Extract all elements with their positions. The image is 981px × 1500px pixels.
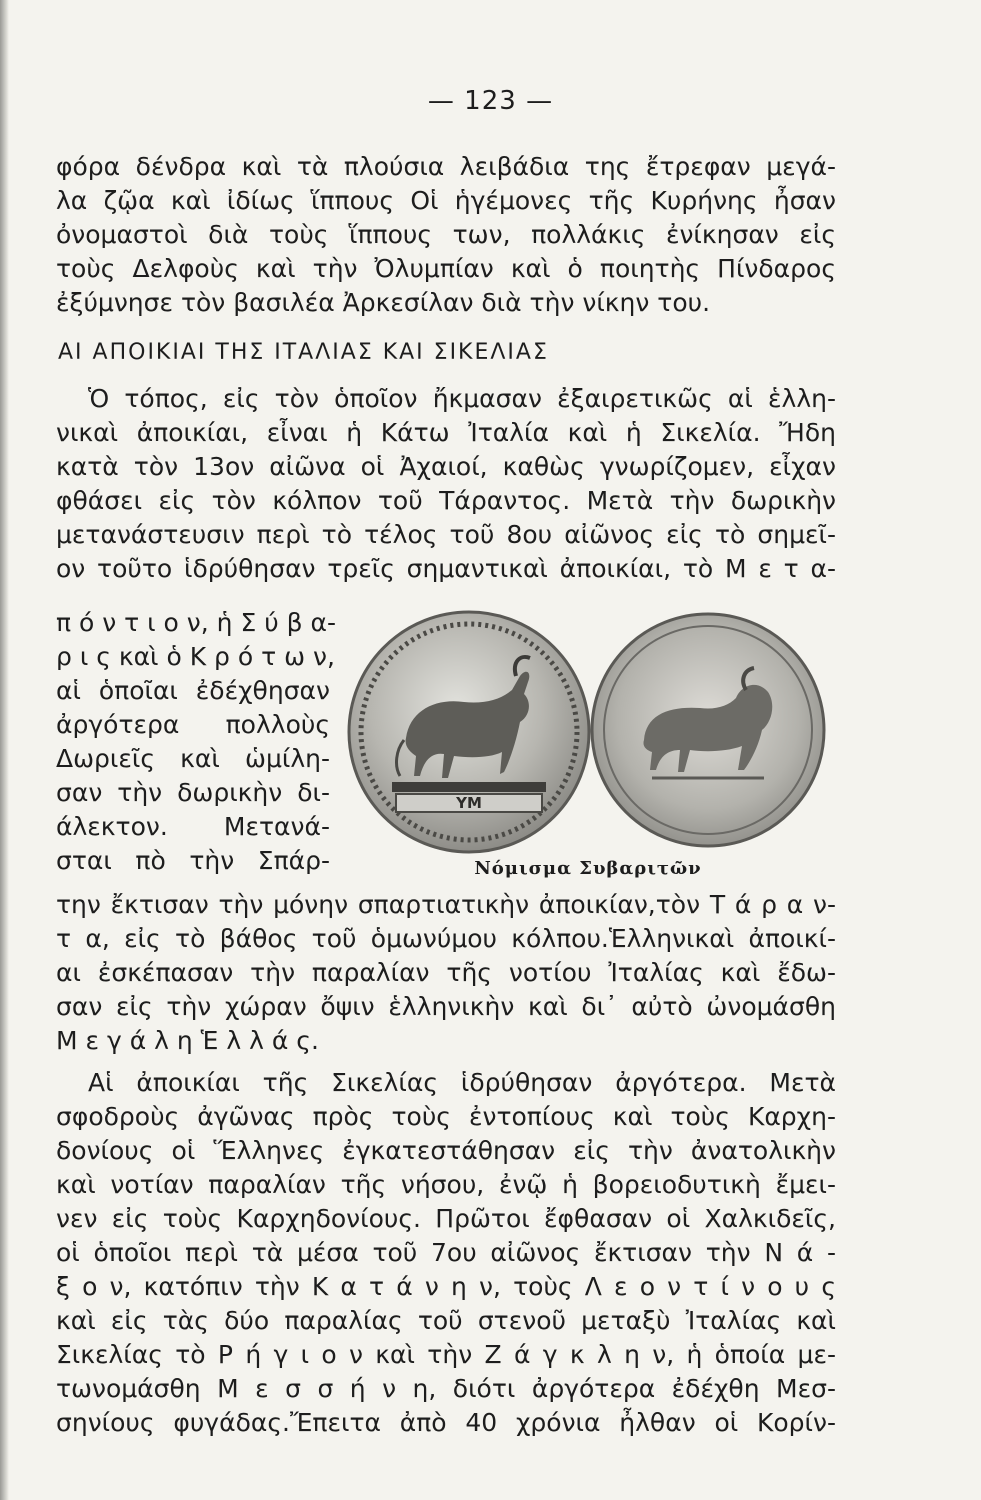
text-line: δονίους οἱ Ἕλληνες ἐγκατεστάθησαν εἰς τὴν ἀνατολικὴν	[56, 1136, 836, 1165]
text-line: καὶ νοτίαν παραλίαν τῆς νήσου, ἐνῷ ἡ βορειοδυτικὴ ἔμει-	[56, 1170, 836, 1199]
text-line: αι ἐσκέπασαν τὴν παραλίαν τῆς νοτίου Ἰταλίας καὶ ἔδω-	[56, 958, 836, 987]
text-line: Σικελίας τὸ Ρ ή γ ι ο ν καὶ τὴν Ζ ά γ κ λ η ν, ἡ ὁποία με-	[56, 1340, 836, 1369]
figure-caption: Νόμισμα Συβαριτῶν	[474, 858, 702, 879]
text-line: φθάσει εἰς τὸν κόλπον τοῦ Τάραντος. Μετὰ τὴν δωρικὴν	[56, 486, 836, 515]
coin-obverse	[349, 612, 589, 852]
text-line: καὶ εἰς τὰς δύο παραλίας τοῦ στενοῦ μεταξὺ Ἰταλίας καὶ	[56, 1306, 836, 1335]
text-line: ἐξύμνησε τὸν βασιλέα Ἀρκεσίλαν διὰ τὴν νίκην του.	[56, 288, 711, 317]
text-line: ξ ο ν, κατόπιν τὴν Κ α τ ά ν η ν, τοὺς Λ ε ο ν τ ί ν ο υ ς	[56, 1272, 836, 1301]
text-line: φόρα δένδρα καὶ τὰ πλούσια λειβάδια της ἔτρεφαν μεγά-	[56, 152, 836, 181]
text-line: νεν εἰς τοὺς Καρχηδονίους. Πρῶτοι ἔφθασαν οἱ Χαλκιδεῖς,	[56, 1204, 836, 1233]
text-line: την ἔκτισαν τὴν μόνην σπαρτιατικὴν ἀποικίαν,τὸν Τ ά ρ α ν-	[56, 890, 836, 919]
text-line: σαν τὴν δωρικὴν δι-	[56, 778, 330, 807]
text-line: οἱ ὁποῖοι περὶ τὰ μέσα τοῦ 7ου αἰῶνος ἔκτισαν τὴν Ν ά -	[56, 1238, 836, 1267]
text-line: π ό ν τ ι ο ν, ἡ Σ ύ β α-	[56, 608, 337, 637]
text-line: Αἱ ἀποικίαι τῆς Σικελίας ἱδρύθησαν ἀργότερα. Μετὰ	[88, 1068, 836, 1097]
page-binding-edge	[0, 0, 9, 1500]
text-line: αἱ ὁποῖαι ἐδέχθησαν	[56, 676, 330, 705]
coin-inscription: ΥΜ	[456, 794, 482, 812]
text-line: ρ ι ς καὶ ὁ Κ ρ ό τ ω ν,	[56, 642, 335, 671]
text-line: άλεκτον. Μετανά-	[56, 812, 330, 841]
text-line: σται πὸ τὴν Σπάρ-	[56, 846, 330, 875]
text-line: ὀνομαστοὶ διὰ τοὺς ἵππους των, πολλάκις ἐνίκησαν εἰς	[56, 220, 836, 249]
text-line: Δωριεῖς καὶ ὡμίλη-	[56, 744, 330, 773]
sybaris-coins-image	[344, 610, 830, 868]
section-heading: ΑΙ ΑΠΟΙΚΙΑΙ ΤΗΣ ΙΤΑΛΙΑΣ ΚΑΙ ΣΙΚΕΛΙΑΣ	[58, 340, 549, 365]
text-line: σαν εἰς τὴν χώραν ὄψιν ἑλληνικὴν καὶ δι᾿ αὐτὸ ὠνομάσθη	[56, 992, 836, 1021]
coin-reverse	[592, 614, 824, 846]
text-line: ον τοῦτο ἱδρύθησαν τρεῖς σημαντικαὶ ἀποικίαι, τὸ Μ ε τ α-	[56, 554, 836, 583]
text-line: τωνομάσθη Μ ε σ σ ή ν η, διότι ἀργότερα ἐδέχθη Μεσ-	[56, 1374, 836, 1403]
page-number: — 123 —	[427, 86, 554, 116]
text-line: ἀργότερα πολλοὺς	[56, 710, 330, 739]
text-line: Ὁ τόπος, εἰς τὸν ὁποῖον ἤκμασαν ἐξαιρετικῶς αἱ ἑλλη-	[88, 384, 836, 413]
text-line: Μ ε γ ά λ η Ἑ λ λ ά ς.	[56, 1026, 319, 1055]
text-line: σφοδροὺς ἀγῶνας πρὸς τοὺς ἐντοπίους καὶ τοὺς Καρχη-	[56, 1102, 836, 1131]
text-line: τοὺς Δελφοὺς καὶ τὴν Ὀλυμπίαν καὶ ὁ ποιητὴς Πίνδαρος	[56, 254, 836, 283]
text-line: λα ζῷα καὶ ἰδίως ἵππους Οἱ ἡγέμονες τῆς Κυρήνης ἦσαν	[56, 186, 836, 215]
text-line: νικαὶ ἀποικίαι, εἶναι ἡ Κάτω Ἰταλία καὶ ἡ Σικελία. Ἤδη	[56, 418, 836, 447]
coin-figure	[344, 610, 830, 900]
text-line: σηνίους φυγάδας.Ἔπειτα ἀπὸ 40 χρόνια ἦλθαν οἱ Κορίν-	[56, 1408, 836, 1437]
text-line: μετανάστευσιν περὶ τὸ τέλος τοῦ 8ου αἰῶνος εἰς τὸ σημεῖ-	[56, 520, 836, 549]
text-line: τ α, εἰς τὸ βάθος τοῦ ὁμωνύμου κόλπου.Ἑλληνικαὶ ἀποικί-	[56, 924, 836, 953]
text-line: κατὰ τὸν 13ον αἰῶνα οἱ Ἀχαιοί, καθὼς γνωρίζομεν, εἶχαν	[56, 452, 836, 481]
